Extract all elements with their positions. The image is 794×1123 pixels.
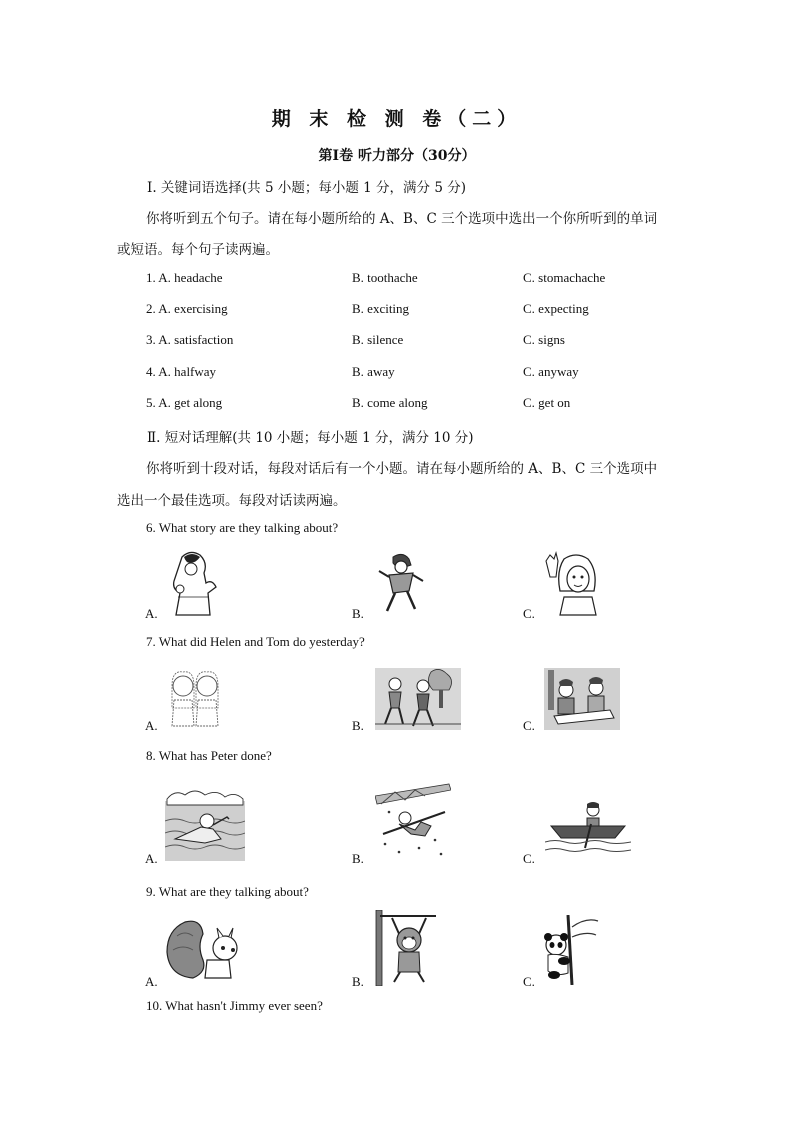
- q6-image-a[interactable]: [160, 549, 222, 619]
- option-3b[interactable]: B. silence: [352, 332, 404, 347]
- q9-image-a[interactable]: [163, 916, 241, 984]
- option-3a[interactable]: 3. A. satisfaction: [146, 332, 234, 347]
- page-subtitle: 第Ⅰ卷 听力部分（30分）: [318, 148, 476, 164]
- running-boy-icon: [375, 551, 427, 617]
- q8-label-c: C.: [523, 851, 535, 866]
- rowing-boy-icon: [545, 800, 631, 856]
- option-1a[interactable]: 1. A. headache: [146, 270, 223, 285]
- option-1c[interactable]: C. stomachache: [523, 270, 606, 285]
- option-4a[interactable]: 4. A. halfway: [146, 364, 217, 379]
- q6-label-b: B.: [352, 606, 364, 621]
- waving-girl-icon: [542, 551, 606, 619]
- question-9: 9. What are they talking about?: [146, 884, 309, 899]
- option-4c[interactable]: C. anyway: [523, 364, 579, 379]
- q6-label-c: C.: [523, 606, 535, 621]
- option-2c[interactable]: C. expecting: [523, 301, 589, 316]
- studying-kids-icon: [544, 668, 620, 730]
- q9-image-b[interactable]: [374, 910, 440, 986]
- question-7: 7. What did Helen and Tom do yesterday?: [146, 634, 365, 649]
- q6-image-c[interactable]: [542, 551, 606, 619]
- q6-label-a: A.: [145, 606, 158, 621]
- two-girls-icon: [166, 668, 224, 728]
- q7-image-b[interactable]: [375, 668, 461, 730]
- section2-heading: Ⅱ. 短对话理解(共 10 小题；每小题 1 分，满分 10 分): [147, 430, 474, 446]
- question-8: 8. What has Peter done?: [146, 748, 272, 763]
- question-6: 6. What story are they talking about?: [146, 520, 339, 535]
- option-3c[interactable]: C. signs: [523, 332, 565, 347]
- option-2a[interactable]: 2. A. exercising: [146, 301, 228, 316]
- section2-instruction-line1: 你将听到十段对话，每段对话后有一个小题。请在每小题所给的 A、B、C 三个选项中: [146, 461, 658, 477]
- section1-heading: Ⅰ. 关键词语选择(共 5 小题；每小题 1 分，满分 5 分): [147, 180, 466, 196]
- q8-image-b[interactable]: [375, 782, 451, 862]
- option-4b[interactable]: B. away: [352, 364, 395, 379]
- section2-instruction-line2: 选出一个最佳选项。每段对话读两遍。: [117, 493, 347, 509]
- option-5c[interactable]: C. get on: [523, 395, 571, 410]
- hiking-kids-icon: [375, 668, 461, 730]
- squirrel-icon: [163, 916, 241, 984]
- monkey-icon: [374, 910, 440, 986]
- q8-label-a: A.: [145, 851, 158, 866]
- q7-label-b: B.: [352, 718, 364, 733]
- q7-label-a: A.: [145, 718, 158, 733]
- swimming-boy-icon: [165, 787, 245, 861]
- question-10: 10. What hasn't Jimmy ever seen?: [146, 998, 323, 1013]
- q8-label-b: B.: [352, 851, 364, 866]
- page-title: 期 末 检 测 卷（二）: [271, 108, 523, 130]
- panda-icon: [542, 915, 600, 985]
- option-2b[interactable]: B. exciting: [352, 301, 410, 316]
- q7-image-a[interactable]: [166, 668, 224, 728]
- q9-label-a: A.: [145, 974, 158, 989]
- snow-white-icon: [160, 549, 222, 619]
- q6-image-b[interactable]: [375, 551, 427, 617]
- section1-instruction-line1: 你将听到五个句子。请在每小题所给的 A、B、C 三个选项中选出一个你所听到的单词: [146, 211, 658, 227]
- skiing-boy-icon: [375, 782, 451, 862]
- q9-label-b: B.: [352, 974, 364, 989]
- q9-image-c[interactable]: [542, 915, 600, 985]
- q8-image-c[interactable]: [545, 800, 631, 856]
- option-5a[interactable]: 5. A. get along: [146, 395, 223, 410]
- q8-image-a[interactable]: [165, 787, 245, 861]
- q7-label-c: C.: [523, 718, 535, 733]
- option-1b[interactable]: B. toothache: [352, 270, 418, 285]
- option-5b[interactable]: B. come along: [352, 395, 428, 410]
- q9-label-c: C.: [523, 974, 535, 989]
- section1-instruction-line2: 或短语。每个句子读两遍。: [117, 242, 279, 258]
- q7-image-c[interactable]: [544, 668, 620, 730]
